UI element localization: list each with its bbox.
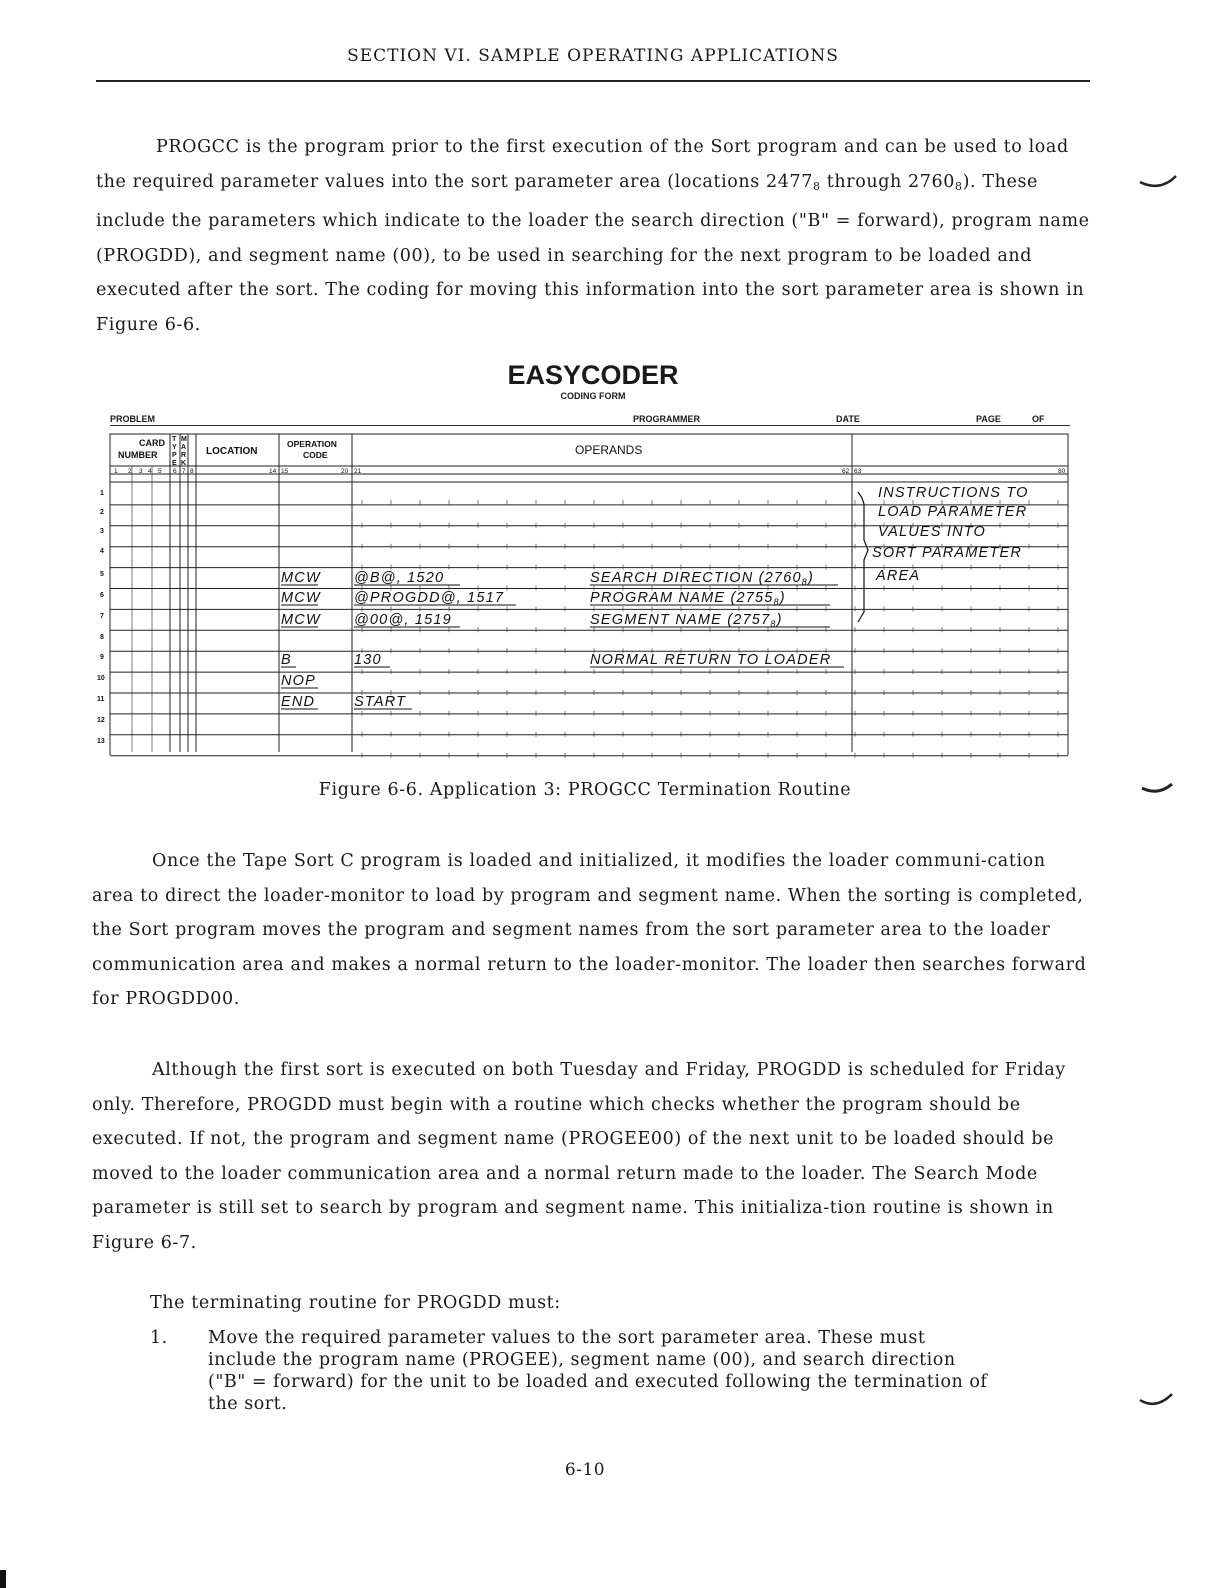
operands-label: OPERANDS [575,443,643,457]
intro-text-b: through 2760 [820,171,955,192]
row-num-12: 12 [97,717,105,724]
comment-row-7 [590,612,783,629]
margin-mark-2 [1120,770,1190,810]
intro-text-c: ). These include the parameters which indicate to the loader the search direction ("B" = forward), program name (PROGDD), and segment name (00), to be used in searching for the next program to be loaded and executed after the sort. The coding for moving this information into the sort parameter area is shown in Figure 6-6. [96,171,1090,335]
colnum-4: 4 [148,468,152,475]
side-note-3: VALUES INTO [878,524,987,540]
mark-label-1: M [181,436,187,443]
operand-row-7: @00@, 1519 [354,612,452,628]
paragraph-4 [92,1286,1092,1321]
colnum-20: 20 [341,468,349,475]
comment-row-6-sub: 8 [773,597,780,607]
row-num-1: 1 [100,490,104,497]
colnum-14: 14 [269,468,277,475]
colnum-7: 7 [182,468,186,475]
comment-row-5 [590,570,814,587]
row-numbers [97,490,105,745]
form-title: EASYCODER [507,360,679,390]
comment-row-5-text: SEARCH DIRECTION (2760 [590,570,802,586]
colnum-2: 2 [128,468,132,475]
page-label: PAGE [976,414,1001,424]
comment-row-7-sub: 8 [770,619,777,629]
page-number: 6-10 [564,1460,606,1480]
figure-caption: Figure 6-6. Application 3: PROGCC Termination Routine [318,780,852,800]
row-num-13: 13 [97,738,105,745]
colnum-21: 21 [354,468,362,475]
operation-label-1: OPERATION [287,439,337,449]
colnum-62: 62 [842,468,850,475]
op-row-11: END [281,694,316,710]
side-note-1: INSTRUCTIONS TO [878,485,1029,501]
side-note-5: AREA [876,568,921,584]
comment-row-5-sub: 8 [801,577,808,587]
op-row-7: MCW [281,612,321,628]
row-num-9: 9 [100,654,104,661]
comment-row-6-end: ) [779,590,786,606]
list-text: Move the required parameter values to the sort parameter area. These must include the program name (PROGEE), segment name (00), and search direction ("B" = forward) for the unit to be loaded and executed following the termination of the sort. [208,1328,988,1414]
comment-row-6 [590,590,786,607]
type-label-4: E [172,460,177,467]
type-label-2: Y [172,444,177,451]
row-num-10: 10 [97,675,105,682]
op-row-10: NOP [281,673,317,689]
header-labels [118,436,642,467]
operand-row-5: @B@, 1520 [354,570,445,586]
colnum-80: 80 [1058,468,1066,475]
row-num-6: 6 [100,592,104,599]
side-note-2: LOAD PARAMETER [878,504,1028,520]
row-num-7: 7 [100,613,104,620]
comment-row-7-text: SEGMENT NAME (2757 [590,612,771,628]
comment-row-6-text: PROGRAM NAME (2755 [590,590,774,606]
operand-row-9: 130 [354,652,382,668]
row-num-8: 8 [100,634,104,641]
type-label-1: T [172,436,177,443]
paragraph-4-text: The terminating routine for PROGDD must: [150,1293,561,1313]
op-row-6: MCW [281,590,321,606]
form-subtitle: CODING FORM [560,391,626,401]
margin-mark-1 [1120,150,1190,200]
colnum-1: 1 [114,468,118,475]
side-note-bracket [858,492,868,622]
mark-label-2: A [181,444,187,451]
colnum-3: 3 [139,468,143,475]
comment-row-5-end: ) [807,570,814,586]
card-number-label-2: NUMBER [118,450,158,460]
problem-label: PROBLEM [110,414,155,424]
margin-mark-3 [1120,1370,1190,1420]
mark-label-4: K [181,460,187,467]
row-num-2: 2 [100,509,104,516]
colnum-63: 63 [854,468,862,475]
op-row-5: MCW [281,570,321,586]
list-number: 1. [150,1328,168,1348]
operand-row-11: START [354,694,407,710]
paragraph-2: Once the Tape Sort C program is loaded and initialized, it modifies the loader communi-cation area to direct the loader-monitor to load by program and segment name. When the sorting is completed, the Sort program moves the program and segment names from the sort parameter area to the loader communication area and makes a normal return to the loader-monitor. The loader then searches forward for PROGDD00. [92,851,1087,1009]
row-num-5: 5 [100,571,104,578]
intro-subscript-a: 8 [812,179,821,193]
colnum-8: 8 [190,468,194,475]
type-label-3: P [172,452,177,459]
side-note-4: SORT PARAMETER [872,545,1023,561]
date-label: DATE [836,414,860,424]
intro-subscript-b: 8 [954,179,963,193]
op-row-9: B [281,652,292,668]
colnum-5: 5 [158,468,162,475]
margin-mark-1-stroke [1140,176,1176,186]
scan-edge-mark [0,1570,6,1588]
colnum-6: 6 [173,468,177,475]
comment-row-7-end: ) [776,612,783,628]
paragraph-3: Although the first sort is executed on both Tuesday and Friday, PROGDD is scheduled for Friday only. Therefore, PROGDD must begin with a routine which checks whether the program should be executed. If not, the program and segment name (PROGEE00) of the next unit to be loaded should be moved to the loader communication area and a normal return made to the loader. The Search Mode parameter is still set to search by program and segment name. This initializa-tion routine is shown in Figure 6-7. [92,1060,1066,1253]
programmer-label: PROGRAMMER [633,414,700,424]
operation-label-2: CODE [303,450,328,460]
intro-text-a: PROGCC is the program prior to the first execution of the Sort program and can be used to load the required parameter values into the sort parameter area (locations 2477 [96,137,1069,192]
handwritten-entries [281,485,1029,710]
card-number-label-1: CARD [139,438,165,448]
row-num-3: 3 [100,528,104,535]
margin-mark-3-stroke [1140,1394,1172,1404]
mark-label-3: R [181,452,187,459]
location-label: LOCATION [206,446,258,457]
margin-mark-2-stroke [1142,784,1172,791]
of-label: OF [1032,414,1045,424]
row-num-11: 11 [97,696,105,703]
operand-row-6: @PROGDD@, 1517 [354,590,505,606]
row-num-4: 4 [100,548,104,555]
comment-row-9: NORMAL RETURN TO LOADER [590,652,832,668]
colnum-15: 15 [281,468,289,475]
section-header: SECTION VI. SAMPLE OPERATING APPLICATIONS [347,46,839,66]
